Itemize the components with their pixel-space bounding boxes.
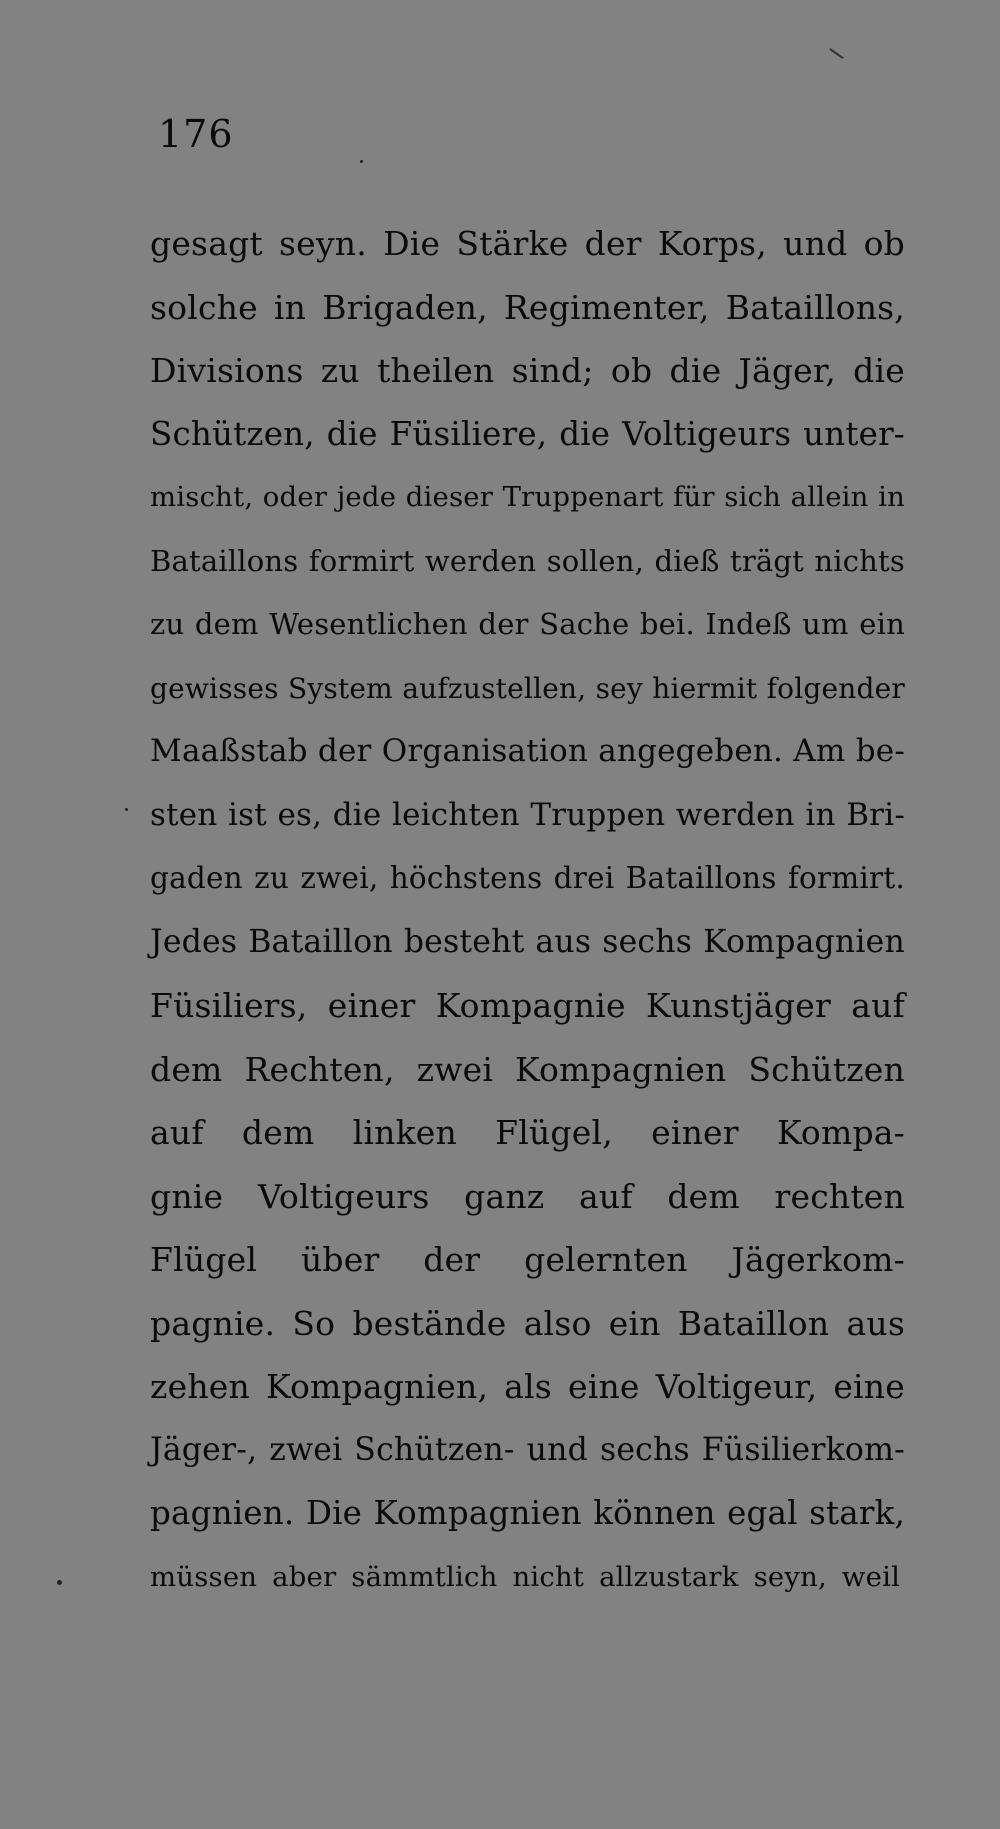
text-line: müssen aber sämmtlich nicht allzustark seyn, weil bbox=[150, 1560, 901, 1593]
text-line: zehen Kompagnien, als eine Voltigeur, eine bbox=[150, 1367, 905, 1406]
text-line: pagnie. So bestände also ein Bataillon aus bbox=[150, 1303, 905, 1343]
text-line: pagnien. Die Kompagnien können egal stark, bbox=[150, 1494, 905, 1532]
text-line: Jedes Bataillon besteht aus sechs Kompagnien bbox=[150, 923, 905, 960]
text-line: Füsiliers, einer Kompagnie Kunstjäger auf bbox=[150, 986, 905, 1025]
text-line: solche in Brigaden, Regimenter, Bataillons, bbox=[150, 287, 905, 327]
text-line: sten ist es, die leichten Truppen werden in Bri- bbox=[150, 796, 905, 833]
text-line: dem Rechten, zwei Kompagnien Schützen bbox=[150, 1049, 905, 1089]
text-line: Bataillons formirt werden sollen, dieß trägt nichts bbox=[150, 543, 905, 578]
page-number: 176 bbox=[158, 112, 234, 156]
text-line: Jäger-, zwei Schützen- und sechs Füsilierkom- bbox=[150, 1431, 905, 1468]
text-line: Flügel über der gelernten Jägerkom- bbox=[150, 1240, 905, 1279]
scan-speck bbox=[57, 1580, 62, 1585]
scan-speck bbox=[125, 808, 128, 811]
scan-speck bbox=[360, 160, 363, 163]
text-line: gnie Voltigeurs ganz auf dem rechten bbox=[150, 1176, 905, 1216]
text-line: zu dem Wesentlichen der Sache bei. Indeß um ein bbox=[150, 607, 905, 641]
text-line: gesagt seyn. Die Stärke der Korps, und ob bbox=[150, 224, 905, 263]
text-line: gewisses System aufzustellen, sey hiermit folgender bbox=[150, 671, 905, 705]
scan-scratch-mark bbox=[829, 48, 843, 59]
text-line: Schützen, die Füsiliere, die Voltigeurs unter- bbox=[150, 414, 905, 453]
text-line: Divisions zu theilen sind; ob die Jäger, die bbox=[150, 351, 905, 390]
text-line: gaden zu zwei, höchstens drei Bataillons formirt. bbox=[150, 861, 905, 895]
text-line: Maaßstab der Organisation angegeben. Am be- bbox=[150, 733, 905, 769]
text-line: auf dem linken Flügel, einer Kompa- bbox=[150, 1113, 905, 1152]
body-text bbox=[150, 212, 905, 1609]
text-line: mischt, oder jede dieser Truppenart für sich allein in bbox=[150, 481, 905, 513]
